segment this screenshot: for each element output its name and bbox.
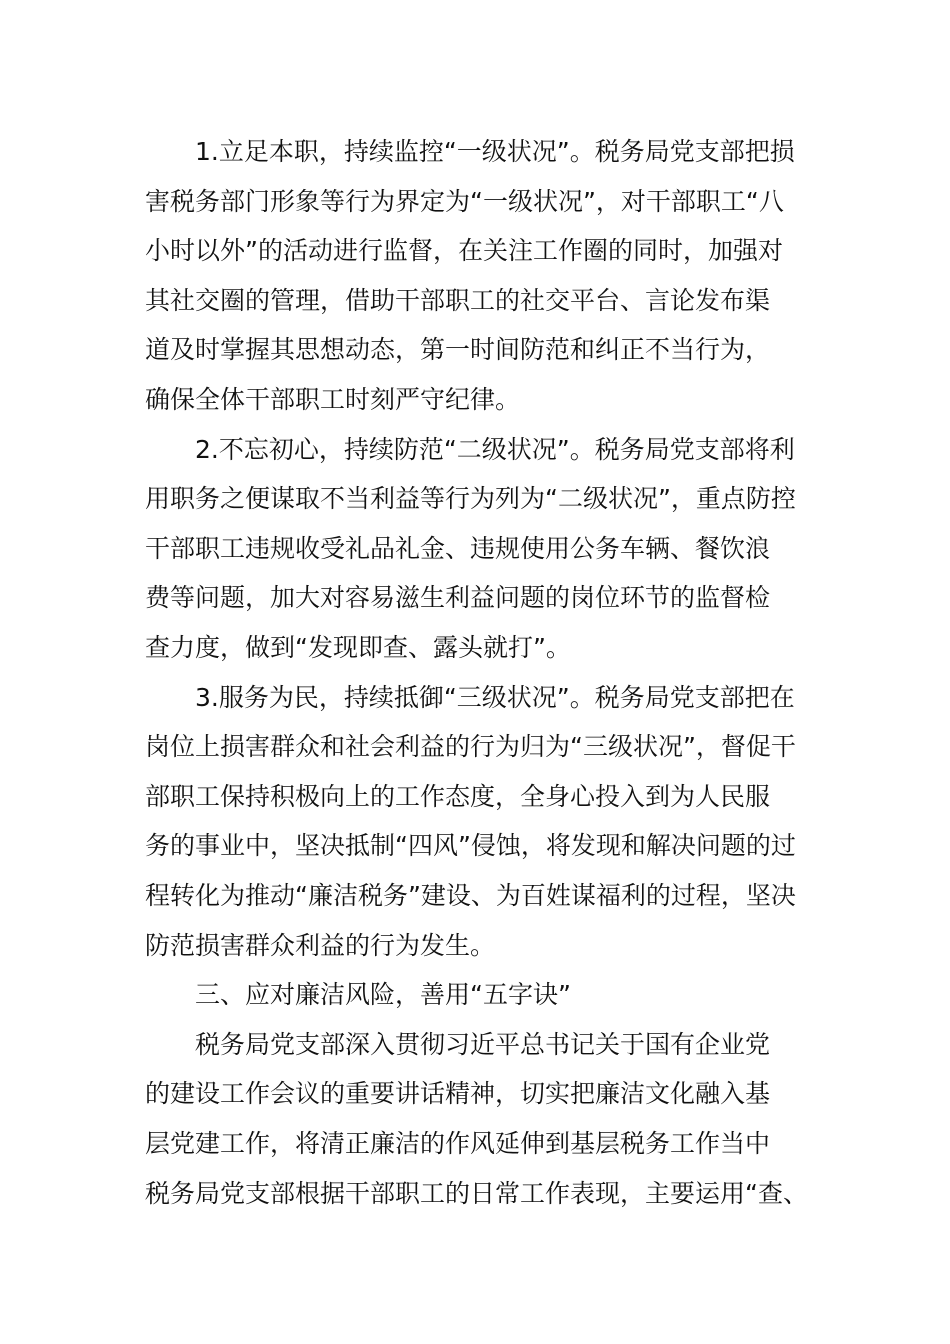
text-line: 税务局党支部深入贯彻习近平总书记关于国有企业党 xyxy=(195,1030,771,1059)
text-line: 其社交圈的管理，借助干部职工的社交平台、言论发布渠 xyxy=(145,286,771,315)
text-line: 费等问题，加大对容易滋生利益问题的岗位环节的监督检 xyxy=(145,583,771,612)
text-line: 查力度，做到“发现即查、露头就打”。 xyxy=(145,633,571,662)
text-line: 防范损害群众利益的行为发生。 xyxy=(145,931,496,960)
text-line: 部职工保持积极向上的工作态度，全身心投入到为人民服 xyxy=(145,782,771,811)
text-line: 3.服务为民，持续抵御“三级状况”。税务局党支部把在 xyxy=(195,683,795,712)
text-line: 害税务部门形象等行为界定为“一级状况”，对干部职工“八 xyxy=(145,187,784,216)
text-line: 务的事业中，坚决抵制“四风”侵蚀，将发现和解决问题的过 xyxy=(145,831,796,860)
text-line: 程转化为推动“廉洁税务”建设、为百姓谋福利的过程，坚决 xyxy=(145,881,796,910)
text-line: 1.立足本职，持续监控“一级状况”。税务局党支部把损 xyxy=(195,137,795,166)
section-heading: 三、应对廉洁风险，善用“五字诀” xyxy=(195,980,571,1009)
text-line: 税务局党支部根据干部职工的日常工作表现，主要运用“查、 xyxy=(145,1179,808,1208)
text-line: 干部职工违规收受礼品礼金、违规使用公务车辆、餐饮浪 xyxy=(145,534,771,563)
text-line: 用职务之便谋取不当利益等行为列为“二级状况”，重点防控 xyxy=(145,484,796,513)
text-line: 道及时掌握其思想动态，第一时间防范和纠正不当行为， xyxy=(145,335,771,364)
text-line: 的建设工作会议的重要讲话精神，切实把廉洁文化融入基 xyxy=(145,1079,771,1108)
text-line: 岗位上损害群众和社会利益的行为归为“三级状况”，督促干 xyxy=(145,732,796,761)
text-line: 2.不忘初心，持续防范“二级状况”。税务局党支部将利 xyxy=(195,435,795,464)
text-line: 小时以外”的活动进行监督，在关注工作圈的同时，加强对 xyxy=(145,236,783,265)
text-line: 层党建工作，将清正廉洁的作风延伸到基层税务工作当中 xyxy=(145,1129,771,1158)
text-line: 确保全体干部职工时刻严守纪律。 xyxy=(145,385,521,414)
